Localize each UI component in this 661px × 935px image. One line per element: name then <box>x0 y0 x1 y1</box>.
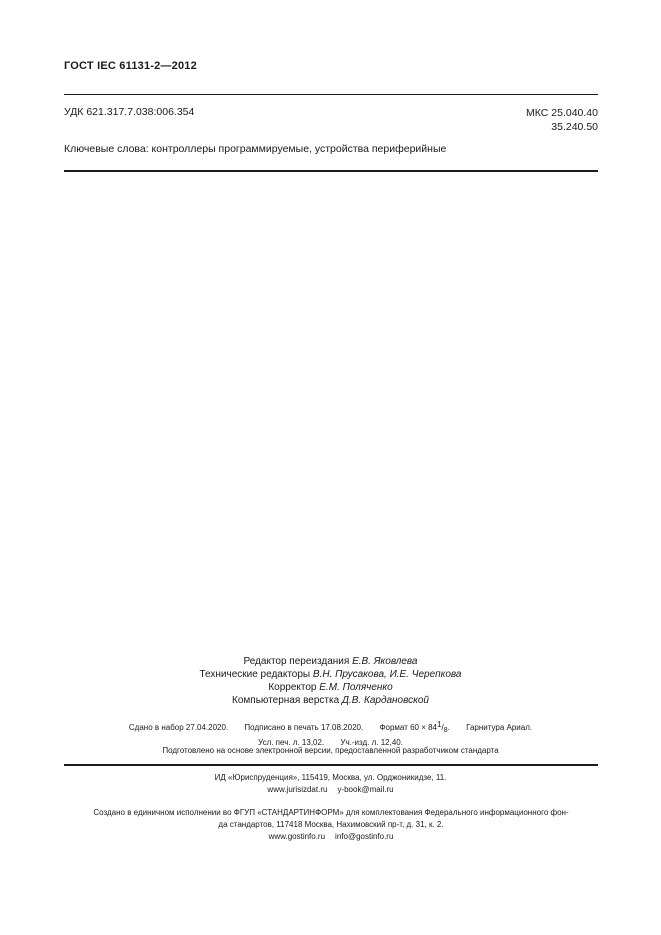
print-info-line-2: Усл. печ. л. 13,02. Уч.-изд. л. 12,40. <box>258 738 403 747</box>
credit-tech-editors: Технические редакторы В.Н. Прусакова, И.Е. Черепкова <box>199 669 462 680</box>
credits-block <box>0 655 661 707</box>
mks-line-2: 35.240.50 <box>551 121 598 133</box>
top-divider <box>64 94 598 95</box>
print-info-line-1: Сдано в набор 27.04.2020. Подписано в печать 17.08.2020. Формат $60 \times 84^1/_8$. Гарнитура Ариал. <box>128 720 533 734</box>
udk-code: УДК 621.317.7.038:006.354 <box>64 106 195 118</box>
keywords-divider <box>64 170 598 172</box>
credit-corrector: Корректор Е.М. Поляченко <box>268 682 393 693</box>
mks-code <box>526 106 598 134</box>
standard-id: ГОСТ IEC 61131-2—2012 <box>64 60 197 72</box>
created-block <box>64 807 598 843</box>
credit-editor: Редактор переиздания Е.В. Яковлева <box>243 656 418 667</box>
paper-format: Формат $60 \times 84^1/_8$. <box>379 720 450 734</box>
credit-layout: Компьютерная верстка Д.В. Кардановской <box>232 695 429 706</box>
created-line-1: Создано в единичном исполнении во ФГУП «СТАНДАРТИНФОРМ» для комплектования Федерального информационного фон- <box>93 808 569 817</box>
mks-line-1: МКС 25.040.40 <box>526 107 598 119</box>
keywords: Ключевые слова: контроллеры программируемые, устройства периферийные <box>64 143 447 155</box>
print-info <box>0 719 661 749</box>
publisher-block <box>0 772 661 796</box>
publisher-address: ИД «Юриспруденция», 115419, Москва, ул. Орджоникидзе, 11. <box>214 773 447 782</box>
prepared-note: Подготовлено на основе электронной версии, предоставленной разработчиком стандарта <box>162 746 499 755</box>
bottom-divider <box>64 764 598 766</box>
created-contacts: www.gostinfo.ru info@gostinfo.ru <box>268 832 394 841</box>
created-line-2: да стандартов, 117418 Москва, Нахимовский пр-т, д. 31, к. 2. <box>218 820 444 829</box>
publisher-contacts: www.jurisizdat.ru y-book@mail.ru <box>267 785 394 794</box>
